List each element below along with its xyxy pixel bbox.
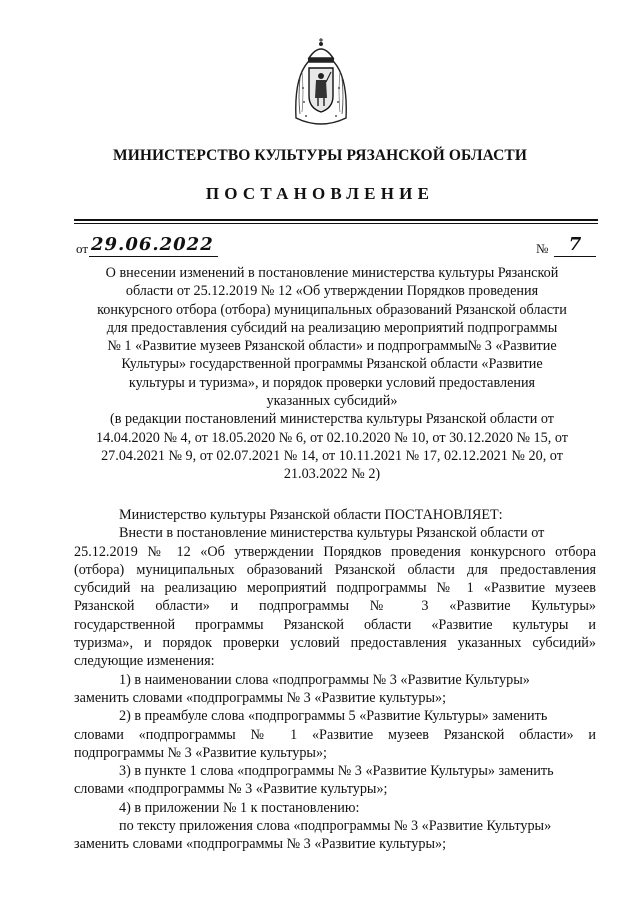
- title-line: Культуры» государственной программы Рязанской области «Развитие: [121, 356, 543, 373]
- body-line: (отбора) муниципальных образований Рязанской области для предоставления: [74, 561, 596, 578]
- list-item-1: 1) в наименовании слова «подпрограммы № 3 «Развитие Культуры»: [119, 671, 530, 688]
- list-item-2: 2) в преамбуле слова «подпрограммы 5 «Развитие Культуры» заменить: [119, 708, 548, 725]
- resolves-line: Министерство культуры Рязанской области ПОСТАНОВЛЯЕТ:: [119, 507, 503, 523]
- date-prefix: от: [76, 241, 89, 256]
- list-item-4-cont: по тексту приложения слова «подпрограммы № 3 «Развитие Культуры»: [119, 818, 552, 835]
- document-type: ПОСТАНОВЛЕНИЕ: [205, 184, 435, 203]
- title-line: культуры и туризма», и порядок проверки условий предоставления: [128, 374, 536, 391]
- title-line: О внесении изменений в постановление министерства культуры Рязанской: [105, 265, 559, 281]
- amendments-line: 14.04.2020 № 4, от 18.05.2020 № 6, от 02.10.2020 № 10, от 30.12.2020 № 15, от: [96, 429, 568, 446]
- header-divider: [74, 219, 598, 221]
- handwritten-date: 29.06.2022: [89, 234, 218, 257]
- list-item-1-cont: заменить словами «подпрограммы № 3 «Развитие культуры»;: [74, 689, 447, 706]
- title-line: для предоставления субсидий на реализацию мероприятий подпрограммы: [106, 319, 558, 336]
- body-line: субсидий на реализацию мероприятий подпрограммы № 1 «Развитие музеев: [74, 580, 596, 597]
- body-line: Внести в постановление министерства культуры Рязанской области от: [119, 525, 545, 542]
- number-prefix: №: [536, 241, 549, 256]
- title-line: указанных субсидий»: [266, 393, 398, 410]
- amendments-line: 27.04.2021 № 9, от 02.07.2021 № 14, от 10.11.2021 № 17, 02.12.2021 № 20, от: [101, 447, 563, 464]
- list-item-4-cont: заменить словами «подпрограммы № 3 «Развитие культуры»;: [74, 836, 447, 853]
- ministry-title: МИНИСТЕРСТВО КУЛЬТУРЫ РЯЗАНСКОЙ ОБЛАСТИ: [112, 147, 528, 164]
- decree-title: [82, 264, 582, 484]
- body-line: государственной программы Рязанской области «Развитие культуры и: [74, 616, 596, 633]
- decree-body: [74, 506, 596, 854]
- body-line: туризма», и порядок проверки условий предоставления указанных субсидий»: [74, 635, 596, 652]
- header-divider-thin: [74, 223, 598, 224]
- list-item-2-cont: подпрограммы № 3 «Развитие культуры»;: [74, 744, 327, 761]
- title-line: конкурсного отбора (отбора) муниципальных образований Рязанской области: [97, 301, 567, 318]
- title-line: области от 25.12.2019 № 12 «Об утверждении Порядков проведения: [125, 283, 539, 300]
- handwritten-number: 7: [554, 234, 596, 257]
- body-line: 25.12.2019 № 12 «Об утверждении Порядков проведения конкурсного отбора: [74, 543, 596, 560]
- body-line: следующие изменения:: [74, 653, 215, 670]
- amendments-line: (в редакции постановлений министерства культуры Рязанской области от: [110, 411, 554, 428]
- list-item-3: 3) в пункте 1 слова «подпрограммы № 3 «Развитие Культуры» заменить: [119, 763, 554, 780]
- ryazan-coat-of-arms-icon: [292, 38, 350, 130]
- list-item-2-cont: словами «подпрограммы № 1 «Развитие музеев Рязанской области» и: [74, 726, 596, 743]
- list-item-3-cont: словами «подпрограммы № 3 «Развитие культуры»;: [74, 781, 388, 798]
- date-number-row: [76, 234, 596, 260]
- amendments-line: 21.03.2022 № 2): [283, 466, 381, 483]
- body-line: Рязанской области» и подпрограммы № 3 «Развитие Культуры»: [74, 598, 596, 615]
- title-line: № 1 «Развитие музеев Рязанской области» и подпрограммы№ 3 «Развитие: [107, 338, 557, 355]
- list-item-4: 4) в приложении № 1 к постановлению:: [119, 799, 360, 816]
